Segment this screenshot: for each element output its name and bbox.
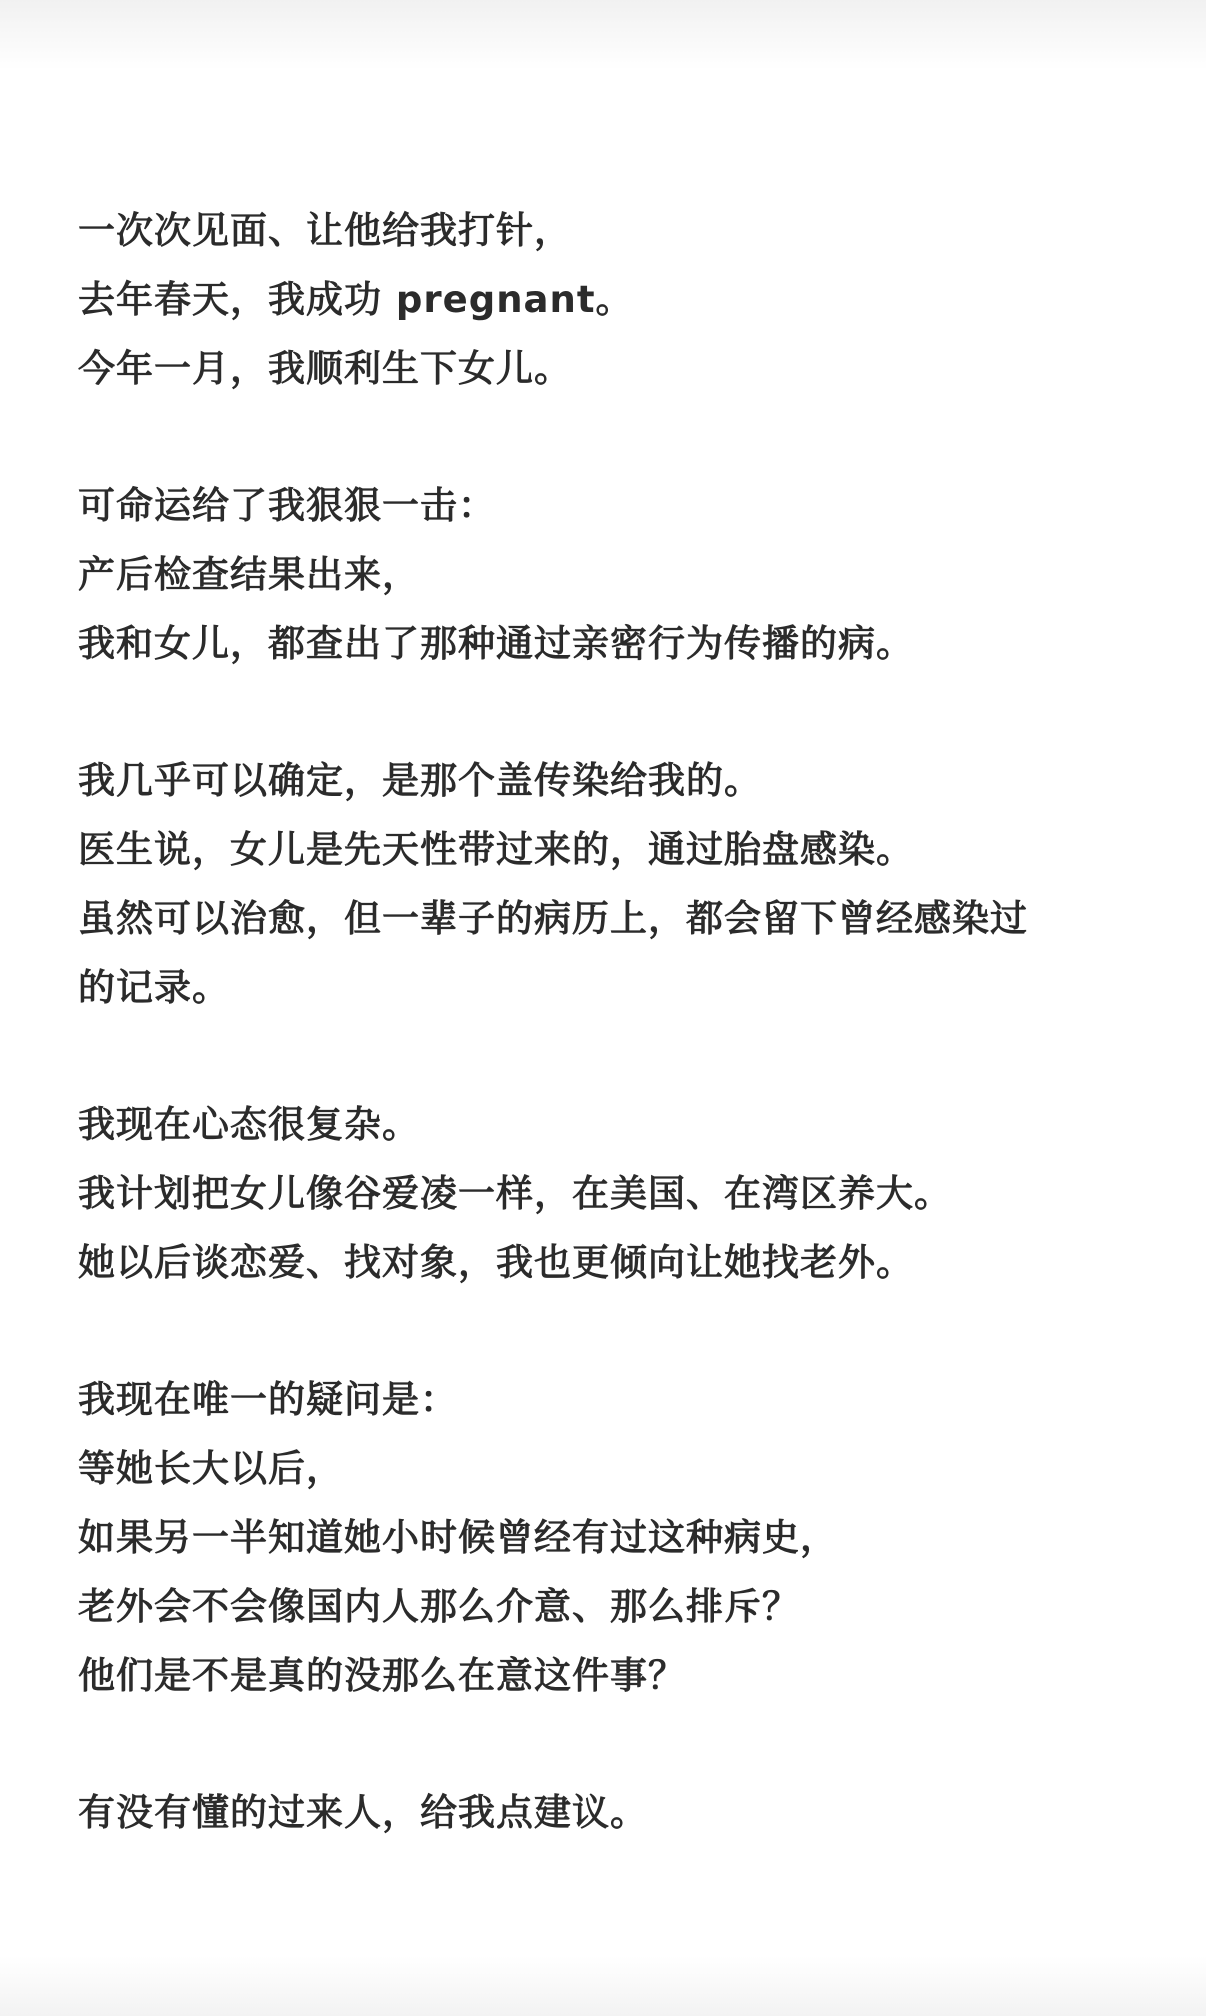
text-line: 产后检查结果出来， bbox=[78, 553, 420, 596]
text-line: 可命运给了我狠狠一击： bbox=[78, 484, 496, 527]
text-line: 今年一月，我顺利生下女儿。 bbox=[78, 347, 572, 390]
text-line: 有没有懂的过来人，给我点建议。 bbox=[78, 1791, 648, 1834]
bottom-edge-shade bbox=[0, 1956, 1206, 2016]
paragraph-1 bbox=[78, 196, 1138, 403]
paragraph-2 bbox=[78, 471, 1138, 678]
text-line: 她以后谈恋爱、找对象，我也更倾向让她找老外。 bbox=[78, 1241, 914, 1284]
text-line: 等她长大以后， bbox=[78, 1447, 344, 1490]
text-line: 我现在唯一的疑问是： bbox=[78, 1378, 458, 1421]
text-line: 他们是不是真的没那么在意这件事？ bbox=[78, 1654, 686, 1697]
text-line: 虽然可以治愈，但一辈子的病历上，都会留下曾经感染过 bbox=[78, 897, 1028, 940]
text-line: 去年春天，我成功 pregnant。 bbox=[78, 278, 634, 321]
paragraph-5 bbox=[78, 1365, 1138, 1710]
text-line: 如果另一半知道她小时候曾经有过这种病史， bbox=[78, 1516, 838, 1559]
text-line: 医生说，女儿是先天性带过来的，通过胎盘感染。 bbox=[78, 828, 914, 871]
paragraph-6 bbox=[78, 1778, 1138, 1847]
top-edge-shade bbox=[0, 0, 1206, 70]
paragraph-4 bbox=[78, 1090, 1138, 1297]
text-line: 我计划把女儿像谷爱凌一样，在美国、在湾区养大。 bbox=[78, 1172, 952, 1215]
text-line: 我现在心态很复杂。 bbox=[78, 1103, 420, 1146]
text-line: 一次次见面、让他给我打针， bbox=[78, 209, 572, 252]
text-line: 的记录。 bbox=[78, 966, 230, 1009]
post-body bbox=[78, 196, 1138, 1847]
text-line: 老外会不会像国内人那么介意、那么排斥？ bbox=[78, 1585, 800, 1628]
text-line: 我几乎可以确定，是那个盖传染给我的。 bbox=[78, 759, 762, 802]
text-line: 我和女儿，都查出了那种通过亲密行为传播的病。 bbox=[78, 622, 914, 665]
paragraph-3 bbox=[78, 746, 1138, 1022]
